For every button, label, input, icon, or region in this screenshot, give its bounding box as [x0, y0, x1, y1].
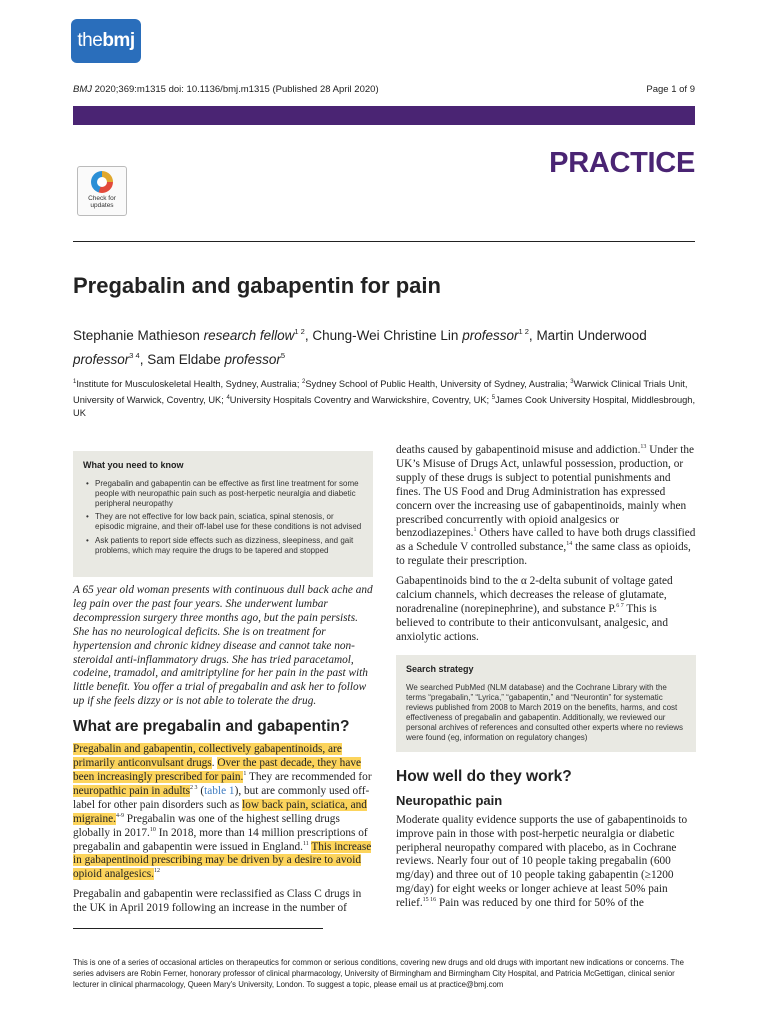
left-column — [73, 584, 373, 922]
highlight: This increase in gabapentinoid prescribing may be driven by a desire to avoid opioid analgesics. — [73, 840, 372, 881]
text: They are recommended for — [246, 770, 372, 783]
text: This is believed to contribute to their anticonvulsant, analgesic, and anxiolytic actions. — [396, 602, 668, 643]
page-number: Page 1 of 9 — [646, 84, 695, 95]
text: In 2018, more than 14 million prescriptions of pregabalin and gabapentin were issued in England. — [73, 826, 368, 853]
text: ), but are commonly used off-label for other pain disorders such as — [73, 784, 370, 811]
table-link[interactable]: table 1 — [204, 784, 235, 797]
affil-sup: 4 — [226, 394, 230, 401]
header-bar — [73, 106, 695, 125]
check-for-updates-label: Check for updates — [88, 195, 116, 209]
paragraph — [396, 444, 696, 569]
text: the same class as opioids, to regulate their prescription. — [396, 541, 691, 568]
key-points-list — [83, 479, 363, 556]
author-sup: 3 4 — [129, 351, 140, 360]
author-role: professor — [73, 352, 130, 367]
highlight: Pregabalin and gabapentin, collectively gabapentinoids, are primarily anticonvulsant drugs — [73, 743, 342, 770]
citation-details: 2020;369:m1315 doi: 10.1136/bmj.m1315 (Published 28 April 2020) — [92, 84, 379, 95]
author-role: research fellow — [203, 328, 295, 343]
ref[interactable]: 12 — [153, 868, 160, 875]
ref[interactable]: 6 7 — [616, 602, 624, 609]
author-list — [73, 322, 698, 370]
affil-text: University Hospitals Coventry and Warwickshire, Coventry, UK; — [229, 394, 492, 405]
highlight: Over the past decade, they have been increasingly prescribed for pain. — [73, 757, 361, 783]
ref[interactable]: 13 — [640, 444, 647, 450]
crossmark-icon — [91, 171, 113, 193]
footnote: This is one of a series of occasional articles on therapeutics for common or serious conditions, covering new drugs and old drugs with important new indications or concerns. The series advisers are Robin Ferner, honorary professor of clinical pharmacology, University of Birmingham and Birmingham City Hospital, and Patricia McGettigan, clinical senior lecturer in clinical pharmacology, Queen Mary’s University, London. To suggest a topic, please email us at practice@bmj.com — [73, 958, 684, 989]
affil-sup: 2 — [302, 379, 306, 385]
affiliations — [73, 376, 698, 421]
author-role: professor — [224, 352, 281, 367]
ref[interactable]: 1 — [473, 527, 477, 534]
article-title: Pregabalin and gabapentin for pain — [73, 273, 441, 298]
text: Pain was reduced by one third for 50% of the — [436, 897, 644, 910]
box-title: What you need to know — [83, 460, 184, 470]
ref[interactable]: 14 — [566, 541, 573, 548]
ref[interactable]: 10 — [149, 826, 156, 833]
highlight: low back pain, sciatica, and migraine. — [73, 798, 367, 825]
author-sup: 5 — [280, 351, 285, 360]
affil-sup: 5 — [491, 394, 496, 401]
text: . — [211, 757, 218, 770]
author-name: Martin Underwood — [536, 328, 647, 343]
author-sep: , — [528, 328, 537, 343]
heading-how-well: How well do they work? — [396, 767, 572, 785]
highlight: neuropathic pain in adults — [73, 784, 191, 797]
ref[interactable]: 1 — [243, 770, 247, 777]
paragraph — [396, 814, 696, 911]
list-item: • Ask patients to report side effects such as dizziness, sleepiness, and gait problems, which may require the drugs to be tapered and stopped — [83, 536, 363, 556]
affil-sup: 3 — [570, 379, 574, 385]
author-role: professor — [462, 328, 519, 343]
ref[interactable]: 4-9 — [115, 812, 124, 819]
paragraph — [73, 743, 373, 882]
citation-journal: BMJ — [73, 84, 92, 95]
paragraph: Pregabalin and gabapentin were reclassified as Class C drugs in the UK in April 2019 following an increase in the number of — [73, 888, 362, 915]
list-item: • They are not effective for low back pain, sciatica, spinal stenosis, or episodic migraine, and their off-label use for these conditions is not advised — [83, 512, 363, 532]
footnote-divider — [73, 928, 323, 929]
logo-bmj: bmj — [102, 30, 135, 51]
author-sep: , — [139, 352, 148, 367]
affil-sup: 1 — [73, 379, 77, 385]
heading-what-are: What are pregabalin and gabapentin? — [73, 718, 350, 736]
search-strategy-box — [396, 655, 696, 752]
text: Under the UK’s Misuse of Drugs Act, unlawful possession, production, or supply of these drugs is subject to potential punishments and fines. The US Food and Drug Administration has expressed concern over the increasing use of gabapentinoids, mainly when prescribed concurrently with opioid analgesics or benzodiazepines. — [396, 444, 695, 540]
text: Pregabalin was one of the highest selling drugs globally in 2017. — [73, 812, 340, 839]
text: ( — [197, 784, 205, 797]
right-column — [396, 444, 696, 917]
citation — [73, 84, 379, 95]
affil-text: Sydney School of Public Health, University of Sydney, Australia; — [305, 379, 571, 389]
divider — [73, 241, 695, 242]
author-sup: 1 2 — [518, 327, 529, 336]
case-scenario: A 65 year old woman presents with continuous dull back ache and leg pain over the past four years. She underwent lumbar decompression surgery three months ago, but the pain persists. She has no neurological deficits. She is on treatment for hypertension and chronic kidney disease and cannot take non-steroidal anti-inflammatory drugs. She has tried paracetamol, codeine, tramadol, and amitriptyline for her pain in the past with little benefit. You offer a trial of pregabalin and ask her to follow up if she feels dizzy or is not able to tolerate the drug. — [73, 584, 373, 708]
paragraph — [396, 575, 696, 645]
author-name: Stephanie Mathieson — [73, 328, 200, 343]
affil-text: Institute for Musculoskeletal Health, Sydney, Australia; — [76, 379, 302, 389]
box-title: Search strategy — [406, 663, 474, 674]
text: Gabapentinoids bind to the α 2-delta subunit of voltage gated calcium channels, which decreases the release of glutamate, noradrenaline (norepinephrine), and substance P. — [396, 575, 673, 615]
text: Others have called to have both drugs classified as a Schedule V controlled substance, — [396, 527, 696, 554]
ref[interactable]: 15 16 — [422, 897, 437, 904]
logo-the: the — [77, 30, 103, 51]
list-item: • Pregabalin and gabapentin can be effective as first line treatment for some people with neuropathic pain such as post-herpetic neuralgia and diabetic peripheral neuropathy — [83, 479, 363, 508]
section-label: PRACTICE — [549, 147, 695, 179]
author-name: Sam Eldabe — [147, 352, 221, 367]
author-sep: , — [304, 328, 313, 343]
affil-text: Warwick Clinical Trials Unit, University of Warwick, Coventry, UK; — [73, 379, 688, 405]
author-sup: 1 2 — [294, 327, 305, 336]
text: deaths caused by gabapentinoid misuse and addiction. — [396, 444, 641, 456]
bmj-logo[interactable] — [71, 19, 141, 63]
affil-text: James Cook University Hospital, Middlesbrough, UK — [73, 394, 696, 418]
author-name: Chung-Wei Christine Lin — [312, 328, 459, 343]
box-text: We searched PubMed (NLM database) and the Cochrane Library with the terms “pregabalin,” “Lyrica,” “gabapentin,” and “Neurontin” for systematic reviews published from 2008 to March 2019 on the benefits, harms, and cost effectiveness of pregabalin and gabapentin. Additionally, we reviewed our personal archives of references and consulted other experts where no reviews were found (eg, information on regulatory changes) — [406, 682, 684, 742]
ref[interactable]: 11 — [302, 840, 309, 847]
heading-neuropathic: Neuropathic pain — [396, 792, 503, 808]
check-for-updates-button[interactable] — [77, 166, 127, 216]
text: Moderate quality evidence supports the use of gabapentinoids to improve pain in those with post-herpetic neuralgia or diabetic peripheral neuropathy compared with placebo, as in Cochrane reviews. Nearly four out of 10 people taking pregabalin (600 mg/day) and three out of 10 people taking gabapentin (≥1200 mg/day) for eight weeks or longer achieve at least 50% pain relief. — [396, 813, 688, 910]
ref[interactable]: 2 3 — [190, 784, 198, 791]
what-you-need-to-know-box — [73, 451, 373, 577]
